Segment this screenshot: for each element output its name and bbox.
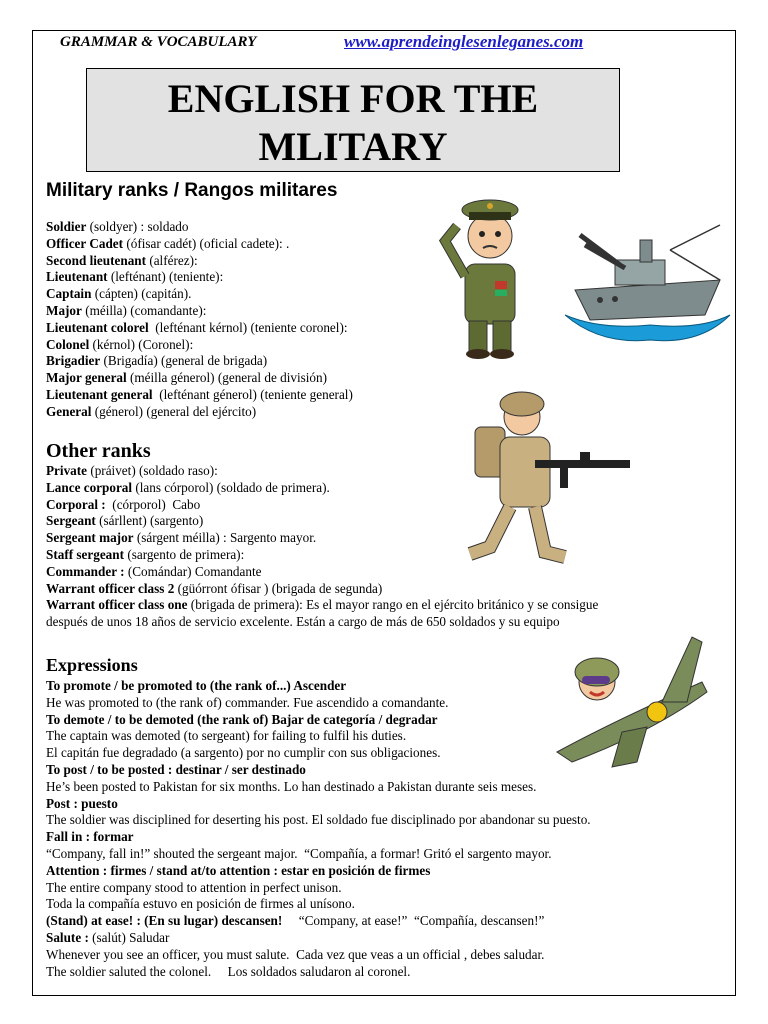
other-rank-text: (brigada de primera): Es el mayor rango en el ejército británico y se consigue xyxy=(187,597,599,613)
rank-line xyxy=(46,404,353,421)
other-rank-term: Private xyxy=(46,463,88,478)
rank-line xyxy=(46,303,353,320)
other-rank-term: Lance corporal xyxy=(46,479,133,495)
expression-term: Attention : firmes / stand at/to attention : estar en posición de firmes xyxy=(46,862,431,878)
expression-line xyxy=(46,762,591,779)
header-label: GRAMMAR & VOCABULARY xyxy=(60,34,257,50)
rank-term: Major general xyxy=(46,370,127,386)
expressions-list xyxy=(46,678,591,980)
expression-text: The soldier was disciplined for deserting his post. El soldado fue disciplinado por abandonar su puesto. xyxy=(46,812,591,828)
rank-line xyxy=(46,353,353,370)
expression-text: He was promoted to (the rank of) commander. Fue ascendido a comandante. xyxy=(46,694,449,710)
expression-line xyxy=(46,712,591,729)
other-rank-text: (Comándar) Comandante xyxy=(127,563,262,579)
other-rank-text: (sárllent) (sargento) xyxy=(95,513,204,529)
expression-term: To post / to be posted : destinar / ser destinado xyxy=(46,761,306,777)
rank-text: (lefténant kérnol) (teniente coronel): xyxy=(148,319,348,335)
military-ranks-heading: Military ranks / Rangos militares xyxy=(46,180,338,201)
website-link[interactable]: www.aprendeinglesenleganes.com xyxy=(344,32,584,51)
other-rank-text: (sargento de primera): xyxy=(124,546,245,562)
other-rank-text: (córporol) Cabo xyxy=(109,496,201,512)
expression-text: El capitán fue degradado (a sargento) por no cumplir con sus obligaciones. xyxy=(46,745,441,761)
officer-saluting-illustration xyxy=(435,186,545,361)
other-rank-term: Corporal : xyxy=(46,496,109,512)
rank-line xyxy=(46,269,353,286)
rank-text: (ófisar cadét) (oficial cadete): . xyxy=(123,235,290,251)
expression-term: To demote / to be demoted (the rank of) Bajar de categoría / degradar xyxy=(46,711,438,727)
rank-text: (lefténant génerol) (teniente general) xyxy=(152,386,353,402)
other-rank-text: después de unos 18 años de servicio excelente. Están a cargo de más de 650 soldados y su equipo xyxy=(46,614,560,630)
rank-text: (kérnol) (Coronel): xyxy=(89,336,194,352)
expression-line xyxy=(46,896,591,913)
rank-text: (génerol) (general del ejército) xyxy=(91,403,257,419)
other-rank-line xyxy=(46,614,598,631)
expression-text: The entire company stood to attention in perfect unison. xyxy=(46,879,342,895)
rank-term: Officer Cadet xyxy=(46,235,124,251)
rank-line xyxy=(46,387,353,404)
expression-text: The captain was demoted (to sergeant) for failing to fulfil his duties. xyxy=(46,728,407,744)
rank-term: Second lieutenant xyxy=(46,252,147,268)
rank-term: Lieutenant xyxy=(46,269,108,285)
expression-line xyxy=(46,846,591,863)
battleship-illustration xyxy=(560,220,735,355)
rank-text: (alférez): xyxy=(146,252,198,268)
rank-term: Lieutenant colorel xyxy=(46,319,149,335)
expression-line xyxy=(46,930,591,947)
expression-line xyxy=(46,728,591,745)
infantry-soldier-illustration xyxy=(450,382,635,572)
rank-line xyxy=(46,286,353,303)
expression-line xyxy=(46,812,591,829)
expression-term: Post : puesto xyxy=(46,795,118,811)
expression-line xyxy=(46,678,591,695)
rank-term: Lieutenant general xyxy=(46,386,153,402)
rank-line xyxy=(46,253,353,270)
other-rank-line xyxy=(46,597,598,614)
rank-line xyxy=(46,320,353,337)
rank-term: Captain xyxy=(46,286,92,302)
expression-line xyxy=(46,779,591,796)
expression-line xyxy=(46,745,591,762)
rank-text: (soldyer) : soldado xyxy=(86,219,189,234)
rank-text: (cápten) (capitán). xyxy=(91,286,192,302)
rank-line xyxy=(46,236,353,253)
rank-text: (méilla) (comandante): xyxy=(81,302,207,318)
rank-term: Soldier xyxy=(46,219,87,234)
expression-line xyxy=(46,880,591,897)
expression-text: “Company, fall in!” shouted the sergeant major. “Compañía, a formar! Gritó el sargento mayor. xyxy=(46,845,552,861)
expression-text: The soldier saluted the colonel. Los soldados saludaron al coronel. xyxy=(46,963,411,979)
title-line-2: MLITARY xyxy=(258,124,448,169)
rank-line xyxy=(46,219,353,236)
expression-line xyxy=(46,829,591,846)
rank-text: (méilla génerol) (general de división) xyxy=(126,370,327,386)
other-rank-term: Sergeant major xyxy=(46,530,134,546)
other-rank-term: Warrant officer class 2 xyxy=(46,580,175,596)
rank-term: Colonel xyxy=(46,336,90,352)
expression-line xyxy=(46,913,591,930)
expression-term: Fall in : formar xyxy=(46,829,134,845)
expression-text: He’s been posted to Pakistan for six months. Lo han destinado a Pakistan durante seis meses. xyxy=(46,778,537,794)
rank-text: (Brigadía) (general de brigada) xyxy=(100,353,268,369)
expression-text: Toda la compañía estuvo en posición de firmes al unísono. xyxy=(46,896,355,912)
other-rank-term: Staff sergeant xyxy=(46,546,125,562)
expression-term: Salute : xyxy=(46,929,93,945)
expression-line xyxy=(46,863,591,880)
other-ranks-heading: Other ranks xyxy=(46,440,151,462)
expression-text: (salút) Saludar xyxy=(92,929,170,945)
expression-text: Whenever you see an officer, you must salute. Cada vez que veas a un official , debes saludar. xyxy=(46,946,545,962)
expression-line xyxy=(46,695,591,712)
title-line-1: ENGLISH FOR THE xyxy=(167,76,539,121)
rank-term: Brigadier xyxy=(46,353,101,369)
rank-term: General xyxy=(46,403,92,419)
other-rank-text: (güórront ófisar ) (brigada de segunda) xyxy=(174,580,383,596)
expression-term: (Stand) at ease! : (En su lugar) descansen! xyxy=(46,913,283,929)
other-rank-term: Warrant officer class one xyxy=(46,597,188,613)
rank-text: (lefténant) (teniente): xyxy=(107,269,224,285)
expressions-heading: Expressions xyxy=(46,655,138,675)
expression-line xyxy=(46,796,591,813)
fighter-jet-illustration xyxy=(552,632,712,772)
expression-line xyxy=(46,947,591,964)
other-rank-text: (lans córporol) (soldado de primera). xyxy=(132,479,330,495)
expression-text: “Company, at ease!” “Compañía, descansen!” xyxy=(282,913,545,929)
other-rank-term: Sergeant xyxy=(46,513,96,529)
rank-line xyxy=(46,370,353,387)
expression-line xyxy=(46,964,591,981)
other-rank-text: (práivet) (soldado raso): xyxy=(87,463,218,478)
expression-term: To promote / be promoted to (the rank of...) Ascender xyxy=(46,678,347,693)
rank-term: Major xyxy=(46,302,82,318)
other-rank-line xyxy=(46,581,598,598)
military-ranks-list xyxy=(46,219,353,421)
other-rank-text: (sárgent méilla) : Sargento mayor. xyxy=(133,530,317,546)
title-box xyxy=(86,68,620,172)
rank-line xyxy=(46,337,353,354)
other-rank-term: Commander : xyxy=(46,563,128,579)
